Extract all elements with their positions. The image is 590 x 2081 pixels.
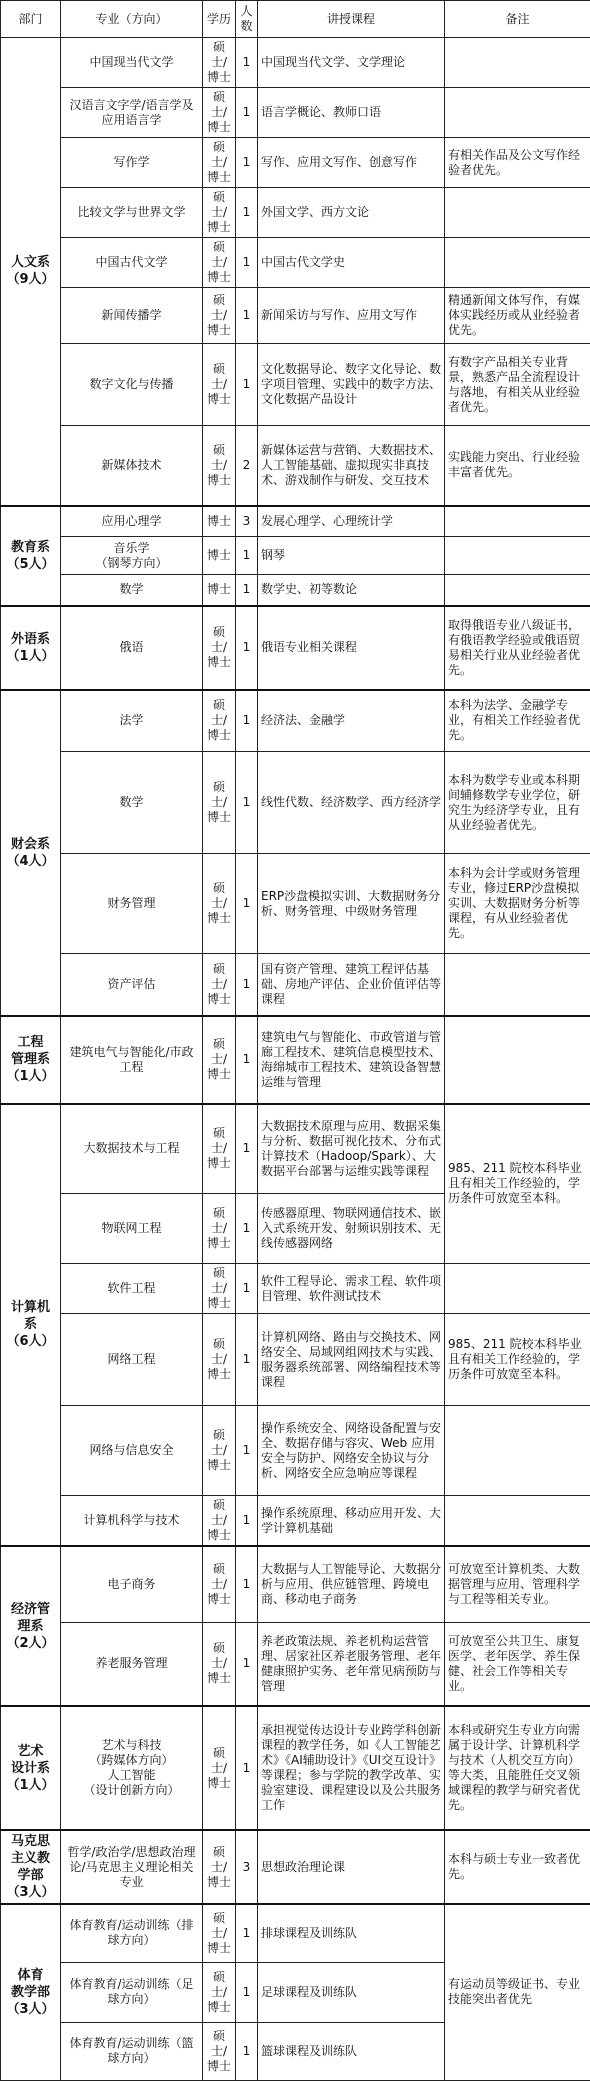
table-row: [1, 1622, 590, 1706]
dept-finance-accounting: 财会系 （4人）: [1, 690, 61, 1016]
courses-cell: 软件工程导论、需求工程、软件项目管理、软件测试技术: [258, 1264, 445, 1314]
count-cell: 1: [236, 344, 258, 426]
major-cell: 计算机科学与技术: [61, 1496, 203, 1547]
degree-cell: 硕士/博士: [203, 88, 236, 138]
dept-marxism: 马克思 主义教 学部 （3人）: [1, 1830, 61, 1904]
table-row: [1, 690, 590, 752]
major-cell: 软件工程: [61, 1264, 203, 1314]
table-row: [1, 38, 590, 88]
major-cell: 网络与信息安全: [61, 1406, 203, 1496]
major-cell: 物联网工程: [61, 1194, 203, 1264]
remarks-cell: [445, 1406, 590, 1496]
header-count: 人数: [236, 1, 258, 38]
major-cell: 数学: [61, 752, 203, 854]
count-cell: 1: [236, 1406, 258, 1496]
courses-cell: 线性代数、经济数学、西方经济学: [258, 752, 445, 854]
major-cell: 数字文化与传播: [61, 344, 203, 426]
remarks-cell: 有运动员等级证书、专业技能突出者优先: [445, 1904, 590, 2080]
header-courses: 讲授课程: [258, 1, 445, 38]
major-cell: 汉语言文字学/语言学及应用语言学: [61, 88, 203, 138]
courses-cell: 外国文学、西方文论: [258, 188, 445, 238]
count-cell: 1: [236, 690, 258, 752]
remarks-cell: [445, 238, 590, 288]
dept-economics-management: 经济管 理系 （2人）: [1, 1546, 61, 1706]
major-cell: 养老服务管理: [61, 1622, 203, 1706]
major-cell: 新闻传播学: [61, 288, 203, 344]
degree-cell: 硕士/博士: [203, 288, 236, 344]
count-cell: 1: [236, 238, 258, 288]
degree-cell: 硕士/博士: [203, 1622, 236, 1706]
degree-cell: 硕士/博士: [203, 1904, 236, 1962]
major-cell: 哲学/政治学/思想政治理论/马克思主义理论相关专业: [61, 1830, 203, 1904]
table-row: [1, 575, 590, 606]
header-degree: 学历: [203, 1, 236, 38]
courses-cell: 新媒体运营与营销、大数据技术、人工智能基础、虚拟现实非真技术、游戏制作与研发、交互技术: [258, 426, 445, 506]
courses-cell: 中国古代文学史: [258, 238, 445, 288]
remarks-cell: 本科为数学专业或本科期间辅修数学专业学位，研究生为经济学专业，且有从业经验者优先。: [445, 752, 590, 854]
degree-cell: 硕士/博士: [203, 1496, 236, 1547]
degree-cell: 硕士/博士: [203, 1406, 236, 1496]
table-row: [1, 1706, 590, 1830]
major-cell: 网络工程: [61, 1314, 203, 1406]
remarks-cell: [445, 1264, 590, 1314]
table-row: [1, 88, 590, 138]
table-row: [1, 1830, 590, 1904]
major-cell: 新媒体技术: [61, 426, 203, 506]
table-row: [1, 537, 590, 575]
table-row: [1, 1406, 590, 1496]
header-row: [1, 1, 590, 38]
remarks-cell: [445, 575, 590, 606]
table-row: [1, 506, 590, 537]
count-cell: 1: [236, 854, 258, 954]
major-cell: 体育教育/运动训练（排球方向）: [61, 1904, 203, 1962]
count-cell: 1: [236, 1546, 258, 1622]
remarks-cell: [445, 1496, 590, 1547]
table-row: [1, 752, 590, 854]
courses-cell: 传感器原理、物联网通信技术、嵌入式系统开发、射频识别技术、无线传感器网络: [258, 1194, 445, 1264]
remarks-cell: 985、211 院校本科毕业且有相关工作经验的，学历条件可放宽至本科。: [445, 1314, 590, 1406]
courses-cell: 操作系统原理、移动应用开发、大学计算机基础: [258, 1496, 445, 1547]
count-cell: 1: [236, 138, 258, 188]
count-cell: 1: [236, 188, 258, 238]
header-major: 专业（方向）: [61, 1, 203, 38]
remarks-cell: 精通新闻文体写作，有媒体实践经历或从业经验者优先。: [445, 288, 590, 344]
courses-cell: 操作系统安全、网络设备配置与安全、数据存储与容灾、Web 应用安全与防护、网络安全协议与分析、网络安全应急响应等课程: [258, 1406, 445, 1496]
count-cell: 1: [236, 2022, 258, 2080]
count-cell: 1: [236, 1622, 258, 1706]
degree-cell: 硕士/博士: [203, 1706, 236, 1830]
degree-cell: 硕士/博士: [203, 752, 236, 854]
dept-engineering-management: 工程 管理系 （1人）: [1, 1016, 61, 1104]
count-cell: 1: [236, 1314, 258, 1406]
remarks-cell: [445, 188, 590, 238]
table-row: [1, 426, 590, 506]
table-row: [1, 854, 590, 954]
table-row: [1, 954, 590, 1016]
degree-cell: 硕士/博士: [203, 426, 236, 506]
major-cell: 艺术与科技 （跨媒体方向） 人工智能 （设计创新方向）: [61, 1706, 203, 1830]
degree-cell: 博士: [203, 537, 236, 575]
count-cell: 1: [236, 1706, 258, 1830]
remarks-cell: [445, 38, 590, 88]
remarks-cell: 有相关作品及公文写作经验者优先。: [445, 138, 590, 188]
degree-cell: 硕士/博士: [203, 1104, 236, 1194]
dept-foreign-languages: 外语系 （1人）: [1, 606, 61, 690]
table-row: [1, 188, 590, 238]
courses-cell: 写作、应用文写作、创意写作: [258, 138, 445, 188]
courses-cell: 大数据与人工智能导论、大数据分析与应用、供应链管理、跨境电商、移动电子商务: [258, 1546, 445, 1622]
courses-cell: 中国现当代文学、文学理论: [258, 38, 445, 88]
major-cell: 法学: [61, 690, 203, 752]
courses-cell: ERP沙盘模拟实训、大数据财务分析、财务管理、中级财务管理: [258, 854, 445, 954]
major-cell: 数学: [61, 575, 203, 606]
remarks-cell: 可放宽至计算机类、大数据管理与应用、管理科学与工程等相关专业。: [445, 1546, 590, 1622]
dept-education: 教育系 （5人）: [1, 506, 61, 606]
major-cell: 俄语: [61, 606, 203, 690]
degree-cell: 硕士/博士: [203, 1962, 236, 2022]
courses-cell: 篮球课程及训练队: [258, 2022, 445, 2080]
major-cell: 音乐学 （钢琴方向）: [61, 537, 203, 575]
degree-cell: 硕士/博士: [203, 954, 236, 1016]
major-cell: 大数据技术与工程: [61, 1104, 203, 1194]
table-row: [1, 1904, 590, 1962]
courses-cell: 国有资产管理、建筑工程评估基础、房地产评估、企业价值评估等课程: [258, 954, 445, 1016]
count-cell: 1: [236, 88, 258, 138]
count-cell: 1: [236, 1962, 258, 2022]
count-cell: 1: [236, 752, 258, 854]
table-row: [1, 344, 590, 426]
courses-cell: 数学史、初等数论: [258, 575, 445, 606]
courses-cell: 发展心理学、心理统计学: [258, 506, 445, 537]
remarks-cell: [445, 1016, 590, 1104]
degree-cell: 硕士/博士: [203, 1314, 236, 1406]
courses-cell: 承担视觉传达设计专业跨学科创新课程的教学任务，如《人工智能艺术》《AI辅助设计》《UI交互设计》等课程；参与学院的教学改革、实验室建设、课程建设以及公共服务工作: [258, 1706, 445, 1830]
table-row: [1, 1546, 590, 1622]
remarks-cell: 本科与硕士专业一致者优先。: [445, 1830, 590, 1904]
table-row: [1, 1104, 590, 1194]
count-cell: 1: [236, 1264, 258, 1314]
major-cell: 建筑电气与智能化/市政工程: [61, 1016, 203, 1104]
degree-cell: 硕士/博士: [203, 1194, 236, 1264]
table-row: [1, 1314, 590, 1406]
table-row: [1, 1496, 590, 1547]
major-cell: 应用心理学: [61, 506, 203, 537]
count-cell: 1: [236, 1496, 258, 1547]
remarks-cell: 有数字产品相关专业背景，熟悉产品全流程设计与落地，有相关从业经验者优先。: [445, 344, 590, 426]
count-cell: 1: [236, 537, 258, 575]
degree-cell: 博士: [203, 506, 236, 537]
courses-cell: 养老政策法规、养老机构运营管理、居家社区养老服务管理、老年健康照护实务、老年常见病预防与管理: [258, 1622, 445, 1706]
count-cell: 1: [236, 1904, 258, 1962]
count-cell: 1: [236, 288, 258, 344]
remarks-cell: [445, 88, 590, 138]
courses-cell: 思想政治理论课: [258, 1830, 445, 1904]
degree-cell: 硕士/博士: [203, 606, 236, 690]
count-cell: 1: [236, 1194, 258, 1264]
table-row: [1, 238, 590, 288]
header-remarks: 备注: [445, 1, 590, 38]
dept-humanities: 人文系 （9人）: [1, 38, 61, 506]
degree-cell: 博士: [203, 575, 236, 606]
major-cell: 中国现当代文学: [61, 38, 203, 88]
degree-cell: 硕士/博士: [203, 1546, 236, 1622]
courses-cell: 计算机网络、路由与交换技术、网络安全、局域网组网技术与实践、服务器系统部署、网络编程技术等课程: [258, 1314, 445, 1406]
dept-physical-education: 体育 教学部 （3人）: [1, 1904, 61, 2080]
remarks-cell: 取得俄语专业八级证书，有俄语教学经验或俄语贸易相关行业从业经验者优先。: [445, 606, 590, 690]
courses-cell: 语言学概论、教师口语: [258, 88, 445, 138]
remarks-cell: 985、211 院校本科毕业且有相关工作经验的，学历条件可放宽至本科。: [445, 1104, 590, 1264]
major-cell: 体育教育/运动训练（篮球方向）: [61, 2022, 203, 2080]
courses-cell: 钢琴: [258, 537, 445, 575]
degree-cell: 硕士/博士: [203, 344, 236, 426]
courses-cell: 排球课程及训练队: [258, 1904, 445, 1962]
courses-cell: 新闻采访与写作、应用文写作: [258, 288, 445, 344]
table-row: [1, 606, 590, 690]
count-cell: 1: [236, 954, 258, 1016]
degree-cell: 硕士/博士: [203, 1264, 236, 1314]
courses-cell: 经济法、金融学: [258, 690, 445, 752]
degree-cell: 硕士/博士: [203, 138, 236, 188]
courses-cell: 大数据技术原理与应用、数据采集与分析、数据可视化技术、分布式计算技术（Hadoop/Spark）、大数据平台部署与运维实践等课程: [258, 1104, 445, 1194]
dept-computer: 计算机 系 （6人）: [1, 1104, 61, 1547]
table-row: [1, 288, 590, 344]
degree-cell: 硕士/博士: [203, 2022, 236, 2080]
degree-cell: 硕士/博士: [203, 38, 236, 88]
degree-cell: 硕士/博士: [203, 238, 236, 288]
count-cell: 1: [236, 38, 258, 88]
table-row: [1, 1264, 590, 1314]
count-cell: 2: [236, 426, 258, 506]
count-cell: 1: [236, 1104, 258, 1194]
count-cell: 1: [236, 575, 258, 606]
degree-cell: 硕士/博士: [203, 690, 236, 752]
degree-cell: 硕士/博士: [203, 1016, 236, 1104]
major-cell: 体育教育/运动训练（足球方向）: [61, 1962, 203, 2022]
major-cell: 财务管理: [61, 854, 203, 954]
major-cell: 写作学: [61, 138, 203, 188]
courses-cell: 俄语专业相关课程: [258, 606, 445, 690]
degree-cell: 硕士/博士: [203, 1830, 236, 1904]
dept-art-design: 艺术 设计系 （1人）: [1, 1706, 61, 1830]
remarks-cell: 实践能力突出、行业经验丰富者优先。: [445, 426, 590, 506]
courses-cell: 足球课程及训练队: [258, 1962, 445, 2022]
count-cell: 1: [236, 1016, 258, 1104]
remarks-cell: [445, 954, 590, 1016]
courses-cell: 建筑电气与智能化、市政管道与管廊工程技术、建筑信息模型技术、海绵城市工程技术、建筑设备智慧运维与管理: [258, 1016, 445, 1104]
degree-cell: 硕士/博士: [203, 188, 236, 238]
count-cell: 3: [236, 506, 258, 537]
major-cell: 比较文学与世界文学: [61, 188, 203, 238]
remarks-cell: [445, 537, 590, 575]
remarks-cell: 本科为会计学或财务管理专业，修过ERP沙盘模拟实训、大数据财务分析等课程，有从业经验者优先。: [445, 854, 590, 954]
major-cell: 电子商务: [61, 1546, 203, 1622]
major-cell: 资产评估: [61, 954, 203, 1016]
table-row: [1, 138, 590, 188]
count-cell: 1: [236, 606, 258, 690]
count-cell: 3: [236, 1830, 258, 1904]
remarks-cell: 可放宽至公共卫生、康复医学、老年医学、养生保健、社会工作等相关专业。: [445, 1622, 590, 1706]
table-row: [1, 1016, 590, 1104]
courses-cell: 文化数据导论、数字文化导论、数字项目管理、实践中的数字方法、文化数据产品设计: [258, 344, 445, 426]
remarks-cell: [445, 506, 590, 537]
remarks-cell: 本科为法学、金融学专业，有相关工作经验者优先。: [445, 690, 590, 752]
remarks-cell: 本科或研究生专业方向需属于设计学、计算机科学与技术（人机交互方向）等大类，且能胜任交叉领域课程的教学与研究者优先。: [445, 1706, 590, 1830]
degree-cell: 硕士/博士: [203, 854, 236, 954]
major-cell: 中国古代文学: [61, 238, 203, 288]
header-dept: 部门: [1, 1, 61, 38]
